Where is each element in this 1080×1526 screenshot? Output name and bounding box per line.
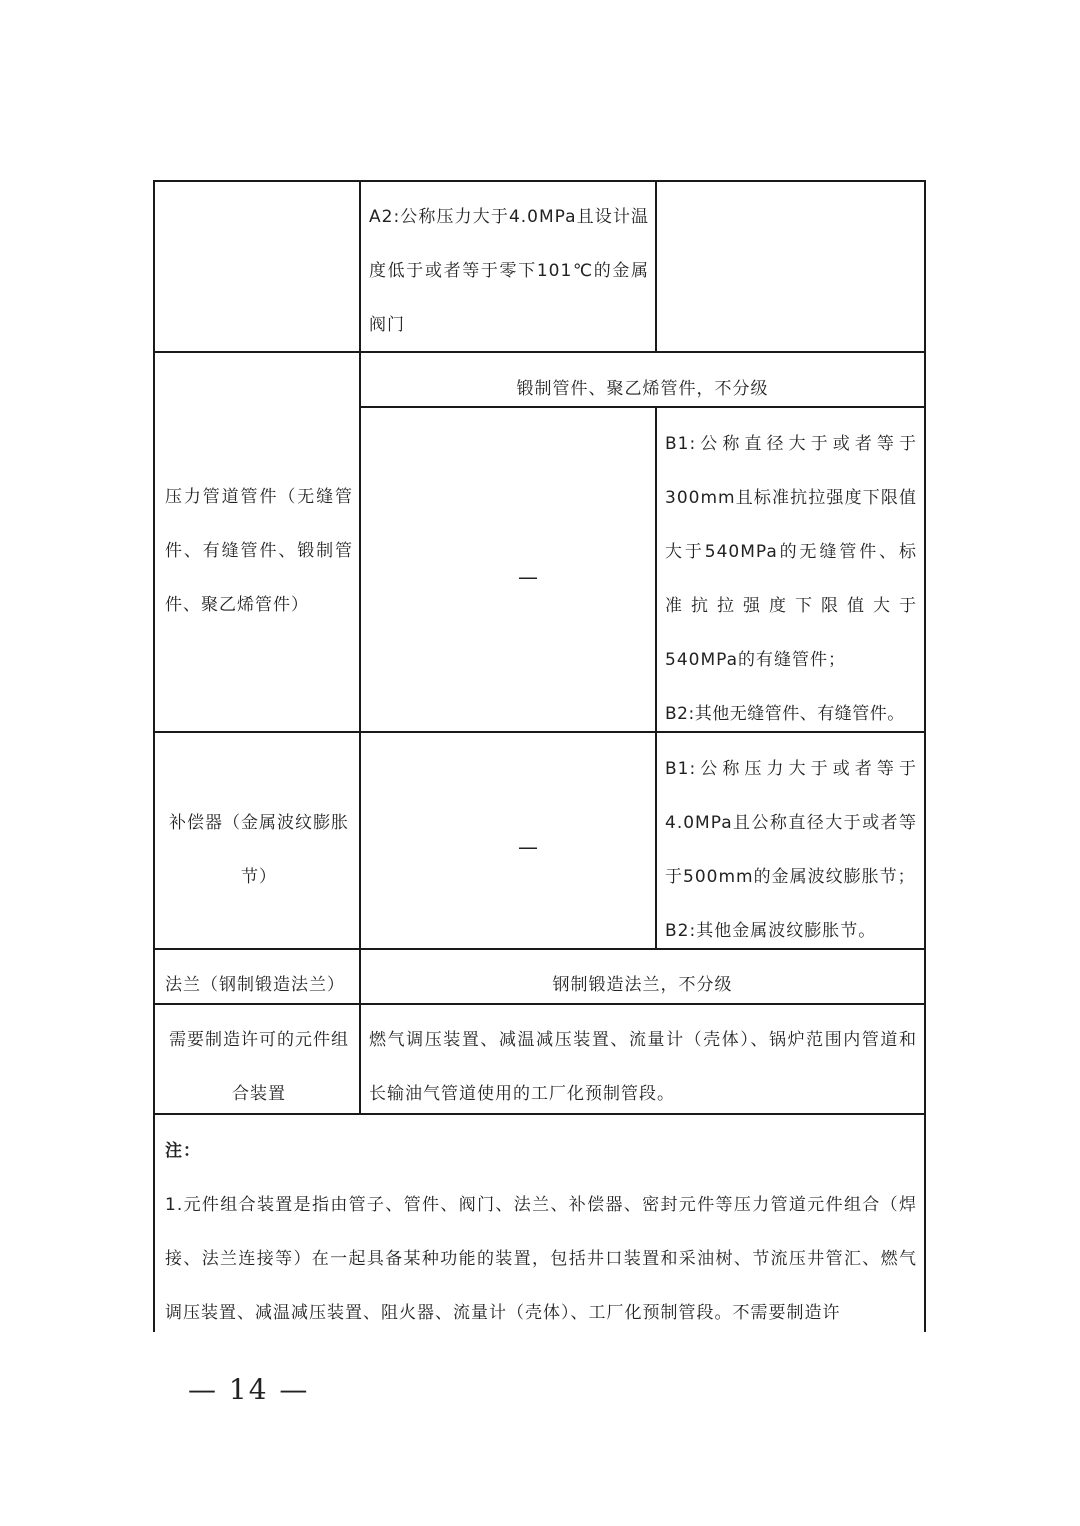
compensator-grade-b2: B2:其他金属波纹膨胀节。 (665, 921, 877, 941)
compensator-label: 补偿器（金属波纹膨胀节） (169, 813, 349, 887)
fittings-label: 压力管道管件（无缝管件、有缝管件、锻制管件、聚乙烯管件） (165, 487, 353, 615)
fittings-dash: — (518, 565, 538, 589)
column-divider (655, 406, 657, 950)
note-title: 注： (165, 1141, 201, 1161)
column-divider (655, 180, 657, 353)
fittings-span-text: 锻制管件、聚乙烯管件，不分级 (516, 379, 769, 399)
fittings-grade-b1: B1:公称直径大于或者等于300mm且标准抗拉强度下限值大于540MPa的无缝管件、标准抗拉强度下限值大于540MPa的有缝管件； (665, 434, 917, 670)
note-text: 1.元件组合装置是指由管子、管件、阀门、法兰、补偿器、密封元件等压力管道元件组合（焊接、法兰连接等）在一起具备某种功能的装置，包括井口装置和采油树、节流压井管汇、燃气调压装置、减温减压装置、阻火器、流量计（壳体）、工厂化预制管段。不需要制造许 (165, 1195, 917, 1323)
valve-a2-description: A2:公称压力大于4.0MPa且设计温度低于或者等于零下101℃的金属阀门 (369, 207, 649, 335)
flange-label: 法兰（钢制锻造法兰） (165, 975, 345, 995)
table-right-border (924, 180, 926, 1332)
table-top-border (153, 180, 926, 182)
assembly-label: 需要制造许可的元件组合装置 (169, 1030, 349, 1104)
compensator-dash: — (518, 835, 538, 859)
page-number: — 14 — (188, 1373, 310, 1406)
assembly-value: 燃气调压装置、减温减压装置、流量计（壳体）、锅炉范围内管道和长输油气管道使用的工厂化预制管段。 (369, 1030, 917, 1104)
compensator-grade-b1: B1:公称压力大于或者等于4.0MPa且公称直径大于或者等于500mm的金属波纹膨胀节； (665, 759, 917, 887)
fittings-grade-b2: B2:其他无缝管件、有缝管件。 (665, 704, 905, 724)
table-left-border (153, 180, 155, 1332)
flange-value: 钢制锻造法兰，不分级 (552, 975, 733, 995)
